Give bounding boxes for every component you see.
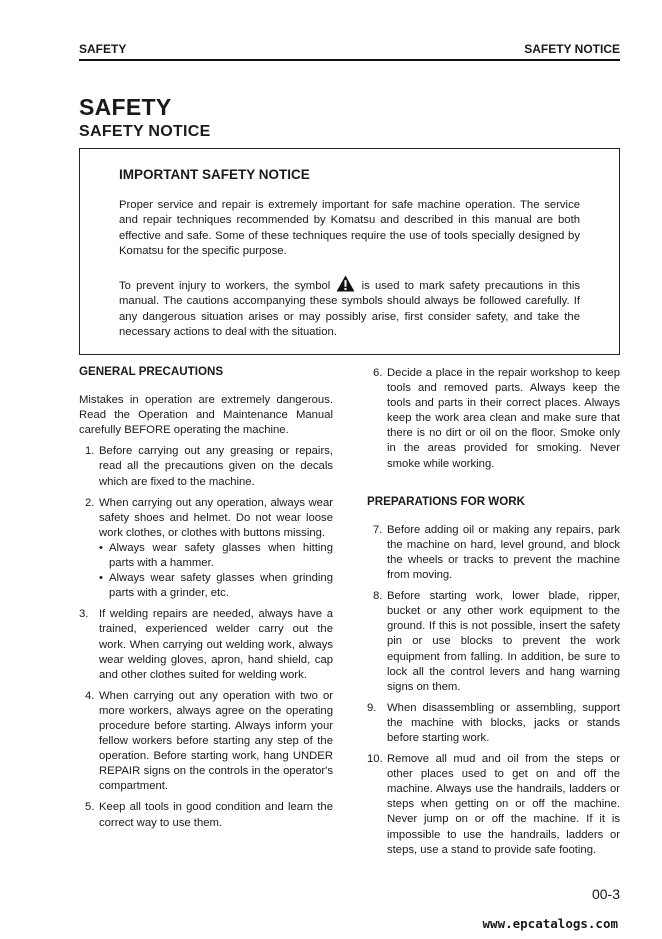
list-item bbox=[367, 752, 620, 858]
item-number: 9. bbox=[367, 701, 377, 714]
bullet-item bbox=[79, 571, 333, 601]
item-number: 3. bbox=[79, 608, 89, 621]
item-text: When carrying out any operation, always wear safety shoes and helmet. Do not wear loose work clothes, or clothes with buttons missing. bbox=[99, 496, 333, 539]
warning-triangle-icon bbox=[336, 275, 355, 292]
header-rule bbox=[79, 59, 620, 61]
header-left: SAFETY bbox=[79, 42, 127, 56]
bullet-text: Always wear safety glasses when grinding parts with a grinder, etc. bbox=[109, 572, 333, 600]
footer-url: www.epcatalogs.com bbox=[482, 916, 618, 931]
item-text: Before adding oil or making any repairs, park the machine on hard, level ground, and block the wheels or tracks to prevent the machine from moving. bbox=[387, 523, 620, 582]
notice-box bbox=[79, 148, 620, 355]
item-number: 8. bbox=[373, 590, 383, 603]
item-text: Before carrying out any greasing or repairs, read all the precautions given on the decals which are fixed to the machine. bbox=[99, 445, 333, 488]
list-item bbox=[367, 366, 620, 472]
bullet-mark: • bbox=[99, 572, 103, 585]
item-number: 5. bbox=[85, 801, 95, 814]
notice-paragraph-2 bbox=[119, 275, 580, 340]
notice-paragraph-1: Proper service and repair is extremely important for safe machine operation. The service and repair techniques recommended by Komatsu and described in this manual are both effective and safe. Some of these techniques require the use of tools specially designed by Komatsu for the specific purpose. bbox=[119, 199, 580, 257]
item-text: If welding repairs are needed, always have a trained, experienced welder carry out the work. When carrying out welding work, always wear welding gloves, apron, hand shield, cap and other clothes suited for welding work. bbox=[99, 608, 333, 681]
item-text: Keep all tools in good condition and learn the correct way to use them. bbox=[99, 801, 333, 829]
notice-title: IMPORTANT SAFETY NOTICE bbox=[119, 167, 310, 182]
page-title: SAFETY bbox=[79, 94, 172, 120]
list-item bbox=[79, 607, 333, 682]
list-item bbox=[79, 689, 333, 795]
general-precautions-heading: GENERAL PRECAUTIONS bbox=[79, 365, 224, 378]
header-right: SAFETY NOTICE bbox=[524, 42, 620, 56]
item-text: When disassembling or assembling, support the machine with blocks, jacks or stands before starting work. bbox=[387, 701, 620, 744]
preparations-heading: PREPARATIONS FOR WORK bbox=[367, 494, 526, 508]
general-intro: Mistakes in operation are extremely dangerous. Read the Operation and Maintenance Manual carefully BEFORE operating the machine. bbox=[79, 394, 333, 437]
notice-p2-after: is used to mark safety precautions in this manual. The cautions accompanying these symbols should always be followed carefully. If any dangerous situation arises or may possibly arise, first consider safety, and take the necessary actions to deal with the situation. bbox=[119, 280, 581, 338]
list-item bbox=[367, 523, 620, 583]
bullet-item bbox=[79, 541, 333, 571]
item-text: When carrying out any operation with two or more workers, always agree on the operating procedure before starting. Always inform your fellow workers before starting any step of the operation. Before starting work, hang UNDER REPAIR signs on the controls in the operator's compartment. bbox=[99, 689, 333, 793]
item-number: 2. bbox=[85, 496, 95, 509]
list-item bbox=[79, 444, 333, 489]
item-text: Decide a place in the repair workshop to keep tools and removed parts. Always keep the tools and parts in their correct places. Always keep the work area clean and make sure that there is no dirt or oil on the floor. Smoke only in the areas provided for smoking. Never smoke while working. bbox=[387, 367, 620, 470]
item-number: 1. bbox=[85, 445, 95, 458]
list-item bbox=[367, 701, 620, 746]
list-item bbox=[367, 589, 620, 695]
item-number: 4. bbox=[85, 689, 95, 702]
list-item bbox=[79, 496, 333, 541]
item-text: Remove all mud and oil from the steps or other places used to get on and off the machine. Always use the handrails, ladders or steps when getting on or off the machine. Never jump on or off the machine. If it is impossible to use the handrails, ladders or steps, use a stand to provide safe footing. bbox=[387, 753, 620, 856]
bullet-mark: • bbox=[99, 541, 103, 554]
item-number: 7. bbox=[373, 523, 383, 536]
page-subtitle: SAFETY NOTICE bbox=[79, 123, 211, 140]
item-text: Before starting work, lower blade, ripper, bucket or any other work equipment to the ground. If this is not possible, insert the safety pin or use blocks to prevent the work equipment from falling. In addition, be sure to lock all the control levers and hang warning signs on them. bbox=[387, 590, 620, 693]
left-column bbox=[79, 364, 333, 831]
notice-p2-before: To prevent injury to workers, the symbol bbox=[119, 280, 331, 292]
right-column bbox=[367, 366, 620, 858]
bullet-text: Always wear safety glasses when hitting parts with a hammer. bbox=[109, 541, 333, 570]
item-number: 10. bbox=[367, 753, 383, 766]
page-number: 00-3 bbox=[591, 886, 620, 902]
item-number: 6. bbox=[373, 367, 383, 379]
list-item bbox=[79, 800, 333, 830]
